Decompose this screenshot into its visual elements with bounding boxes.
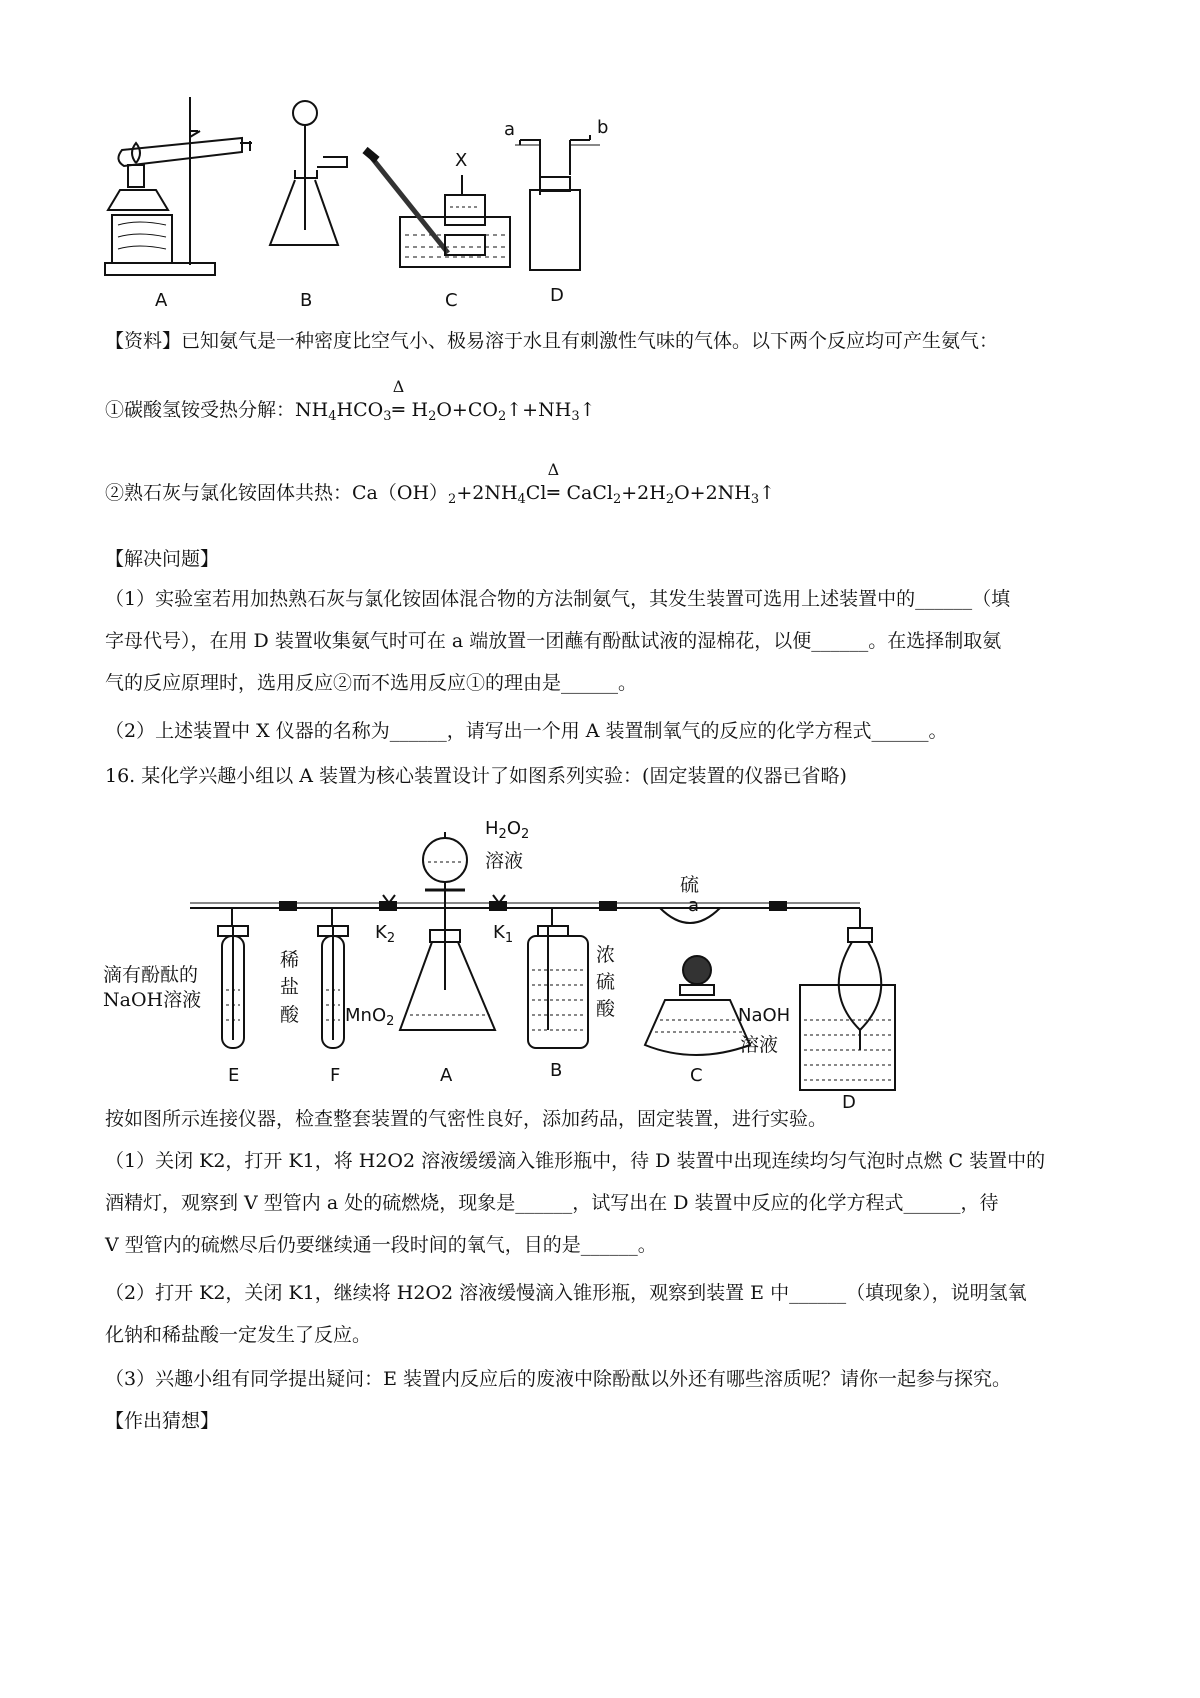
k1-label: $K_1$ — [493, 922, 514, 946]
conc-acid-label-3: 酸 — [596, 998, 616, 1020]
resource-heading: 【资料】 — [105, 330, 182, 352]
f-acid-label-2: 盐 — [280, 976, 300, 998]
heating-equals-sign: Δ ═ — [547, 460, 560, 504]
naoh-solution-label: 溶液 — [740, 1034, 779, 1056]
question-1-line-1: （1）实验室若用加热熟石灰与氯化铵固体混合物的方法制氨气，其发生装置可选用上述装置中的______（填 — [105, 588, 1011, 610]
question-2: （2）上述装置中 X 仪器的名称为______，请写出一个用 A 装置制氧气的反应的化学方程式______。 — [105, 720, 948, 742]
f-acid-label-1: 稀 — [280, 949, 300, 971]
heating-equals-sign: Δ ═ — [392, 377, 405, 421]
figure-2-label-c: C — [690, 1065, 703, 1086]
port-label-a: a — [504, 119, 516, 140]
f-acid-label-3: 酸 — [280, 1004, 300, 1026]
figure-label-x: X — [455, 150, 468, 171]
e-solution-label-1: 滴有酚酞的 — [103, 964, 199, 986]
reaction-2-prefix: ②熟石灰与氯化铵固体共热： — [105, 482, 353, 504]
apparatus-drawing-1 — [100, 95, 660, 340]
part-1 — [105, 1140, 1095, 1266]
figure-label-b: B — [300, 290, 313, 311]
question-1 — [105, 578, 1095, 704]
figure-2-label-a: A — [440, 1065, 453, 1086]
figure-label-a: A — [155, 290, 168, 311]
reaction-1: ①碳酸氢铵受热分解：$NH_4HCO_3$ Δ ═ $H_2O+CO_2↑+NH_3↑$ — [105, 377, 596, 424]
part-3: （3）兴趣小组有同学提出疑问：E 装置内反应后的废液中除酚酞以外还有哪些溶质呢？请你一起参与探究。 — [105, 1368, 1012, 1390]
delta-symbol: Δ — [547, 460, 560, 479]
question-1-line-2: 字母代号），在用 D 装置收集氨气时可在 a 端放置一团蘸有酚酞试液的湿棉花，以便______。在选择制取氨 — [105, 630, 1002, 652]
resource-paragraph — [105, 320, 1095, 362]
e-solution-label-2: NaOH溶液 — [103, 989, 202, 1011]
figure-2-label-d: D — [842, 1092, 856, 1113]
port-label-b: b — [597, 117, 609, 138]
sulfur-label: 硫 — [680, 874, 700, 896]
h2o2-label: $H_2O_2$ — [485, 818, 530, 842]
part-2 — [105, 1272, 1095, 1356]
question-1-line-3: 气的反应原理时，选用反应②而不选用反应①的理由是______。 — [105, 672, 638, 694]
resource-text: 已知氨气是一种密度比空气小、极易溶于水且有刺激性气味的气体。以下两个反应均可产生氨气： — [181, 330, 999, 352]
part-2-line-1: （2）打开 K2，关闭 K1，继续将 H2O2 溶液缓慢滴入锥形瓶，观察到装置 E 中______（填现象），说明氢氧 — [105, 1282, 1027, 1304]
reaction-2: ②熟石灰与氯化铵固体共热：$Ca(OH)_2+2NH_4Cl$ Δ ═ $CaCl_2+2H_2O+2NH_3↑$ — [105, 460, 776, 507]
instructions: 按如图所示连接仪器，检查整套装置的气密性良好，添加药品，固定装置，进行实验。 — [105, 1108, 828, 1130]
part-1-line-2: 酒精灯，观察到 V 型管内 a 处的硫燃烧，现象是______，试写出在 D 装置中反应的化学方程式______，待 — [105, 1192, 999, 1214]
conc-acid-label-1: 浓 — [596, 944, 616, 966]
delta-symbol: Δ — [392, 377, 405, 396]
point-a-label: a — [688, 895, 700, 916]
figure-2-label-b: B — [550, 1060, 563, 1081]
part-1-line-1: （1）关闭 K2，打开 K1，将 H2O2 溶液缓缓滴入锥形瓶中，待 D 装置中出现连续均匀气泡时点燃 C 装置中的 — [105, 1150, 1046, 1172]
question-16: 16. 某化学兴趣小组以 A 装置为核心装置设计了如图系列实验：(固定装置的仪器已省略) — [105, 765, 847, 787]
figure-label-c: C — [445, 290, 458, 311]
figure-2-label-f: F — [330, 1065, 341, 1086]
h2o2-solution-label: 溶液 — [485, 850, 524, 872]
apparatus-figure-1 — [100, 95, 660, 340]
guess-heading: 【作出猜想】 — [105, 1410, 220, 1432]
figure-label-d: D — [550, 285, 564, 306]
reaction-1-prefix: ①碳酸氢铵受热分解： — [105, 399, 296, 421]
part-1-line-3: V 型管内的硫燃尽后仍要继续通一段时间的氧气，目的是______。 — [105, 1234, 657, 1256]
solve-heading: 【解决问题】 — [105, 548, 220, 570]
k2-label: $K_2$ — [375, 922, 396, 946]
mno2-label: MnO$_2$ — [345, 1005, 395, 1029]
part-2-line-2: 化钠和稀盐酸一定发生了反应。 — [105, 1324, 372, 1346]
conc-acid-label-2: 硫 — [596, 971, 616, 993]
figure-2-label-e: E — [228, 1065, 240, 1086]
naoh-label: NaOH — [738, 1005, 791, 1026]
